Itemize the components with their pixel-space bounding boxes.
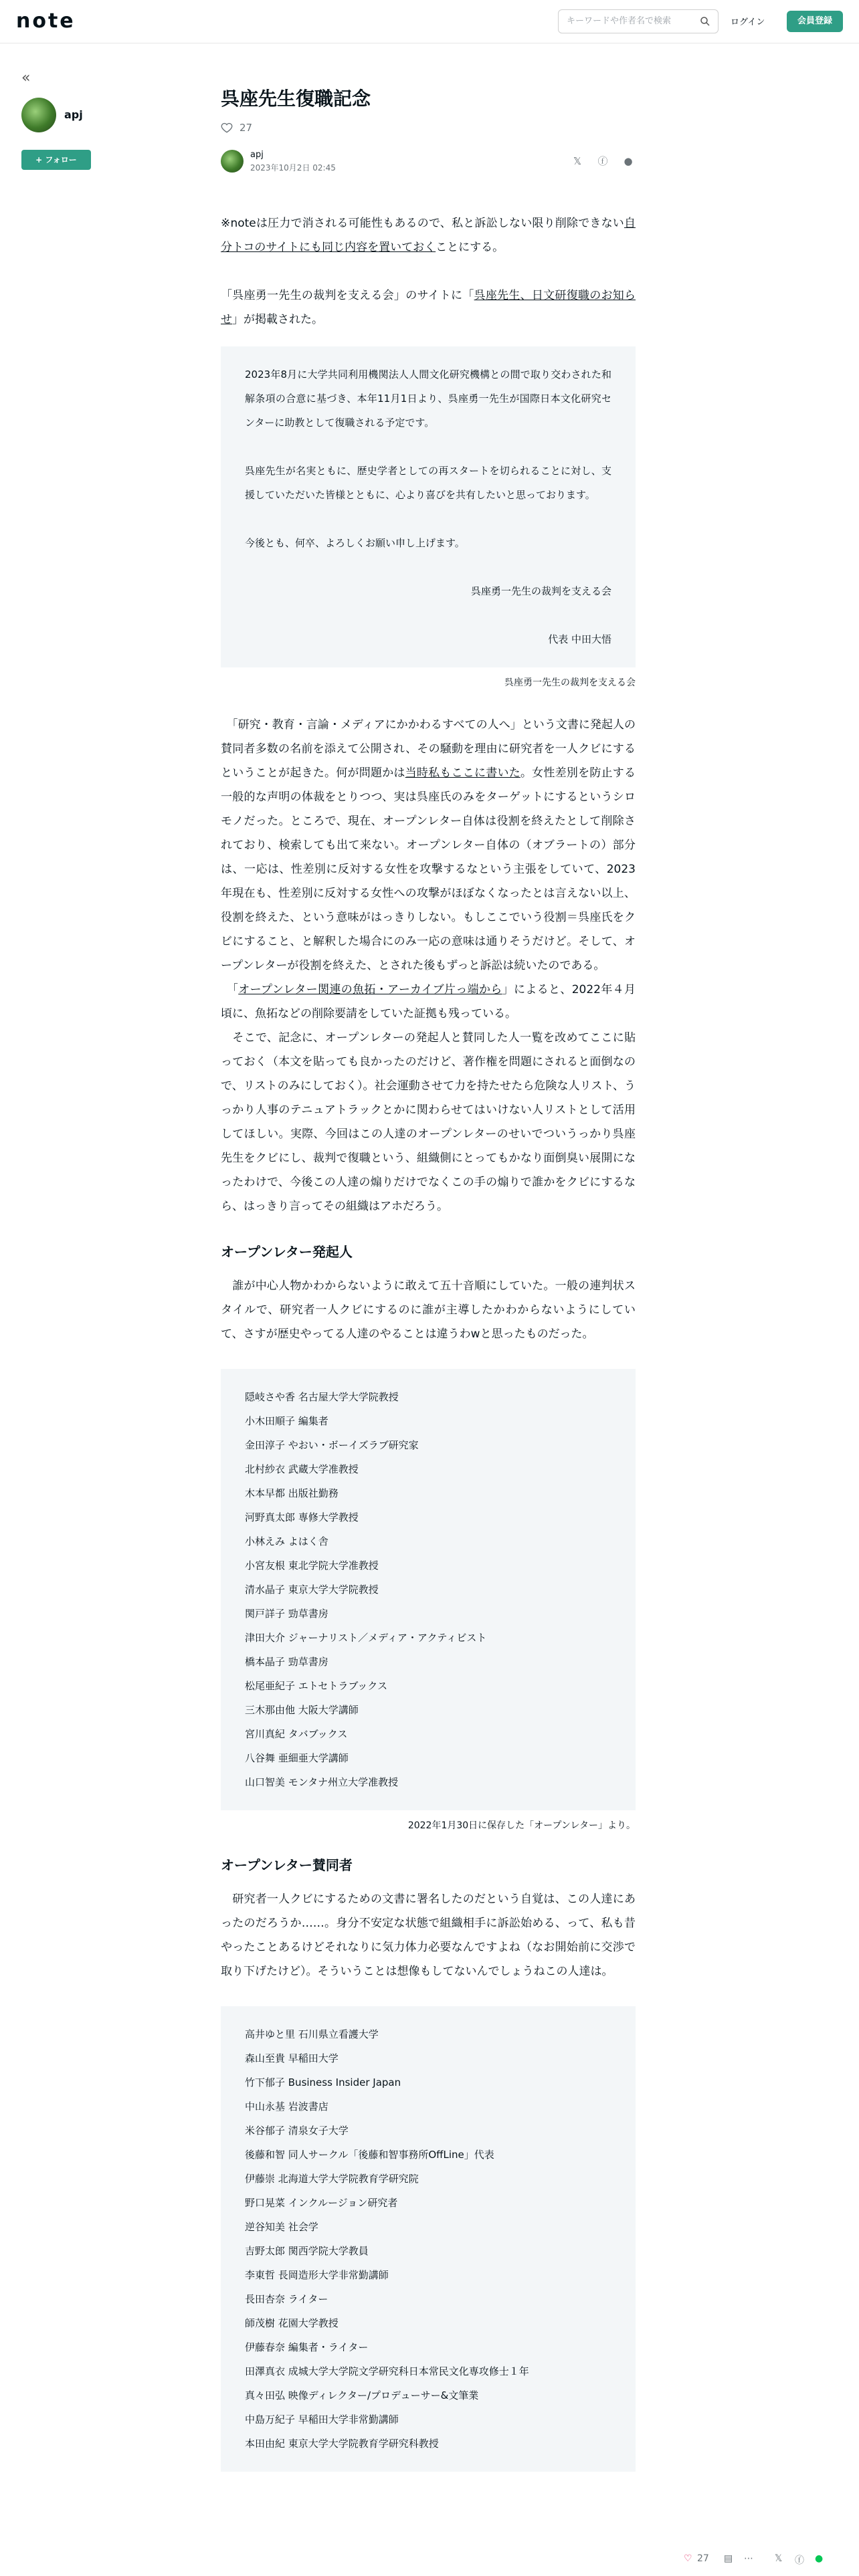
mirror-site-link[interactable]: 自分トコのサイトにも同じ内容を置いておく xyxy=(221,217,636,255)
return-notice-link[interactable]: 呉座先生、日文研復職のお知らせ xyxy=(221,289,636,327)
list-item: 後藤和智 同人サークル「後藤和智事務所OffLine」代表 xyxy=(245,2149,494,2161)
list-item: 山口智美 モンタナ州立大学准教授 xyxy=(245,1776,399,1789)
archive-link[interactable]: オープンレター関連の魚拓・アーカイブ片っ端から xyxy=(238,983,502,997)
heart-icon[interactable] xyxy=(221,122,233,134)
bottom-facebook-share-icon[interactable]: ⓕ xyxy=(795,2555,804,2566)
list-item: 関戸詳子 勁草書房 xyxy=(245,1608,328,1620)
list-item: 竹下郁子 Business Insider Japan xyxy=(245,2076,401,2089)
list-item: 北村紗衣 武蔵大学准教授 xyxy=(245,1463,359,1476)
list-item: 伊藤春奈 編集者・ライター xyxy=(245,2341,369,2354)
quote-signature-org: 呉座勇一先生の裁判を支える会 xyxy=(470,585,611,598)
quote-block xyxy=(221,346,636,667)
list-item: 師茂樹 花園大学教授 xyxy=(245,2317,339,2330)
site-header xyxy=(0,0,859,43)
list-item: 橋本晶子 勁草書房 xyxy=(245,1656,328,1669)
list-item: 中島万紀子 早稲田大学非常勤講師 xyxy=(245,2413,399,2426)
article-meta xyxy=(221,147,636,178)
intro-paragraph-2: 「呉座勇一先生の裁判を支える会」のサイトに「呉座先生、日文研復職のお知らせ」が掲載された。 xyxy=(221,289,636,327)
list-item: 田澤真衣 成城大学大学院文学研究科日本常民文化専攻修士１年 xyxy=(245,2365,529,2378)
note-logo[interactable]: note xyxy=(16,9,76,33)
bottom-line-share-icon[interactable]: ● xyxy=(815,2553,824,2564)
body-paragraph-1: 「研究・教育・言論・メディアにかかわるすべての人へ」という文書に発起人の賛同者多数の名前を添えて公開され、その騒動を理由に研究者を一人クビにするということが起きた。何が問題かは当時私もここに書いた。女性差別を防止する一般的な声明の体裁をとりつつ、実は呉座氏のみをターゲットにするというシロモノだった。ところで、現在、オープンレター自体は役割を終えたとして削除されており、検索しても出て来ない。オープンレター自体の（オブラートの）部分は、一応は、性差別に反対する女性を攻撃するなという主張をしていて、2023年現在も、性差別に反対する女性への攻撃がほぼなくなったとは言えない以上、役割を終えた、という意味がはっきりしない。もしここでいう役割＝呉座氏をクビにすること、と解釈した場合にのみ一応の意味は通りそうだけど。そして、オープンレターが役割を終えた、とされた後もずっと訴訟は続いたのである。 xyxy=(221,718,636,973)
list-item: 吉野太郎 関西学院大学教員 xyxy=(245,2245,369,2258)
list-item: 松尾亜紀子 エトセトラブックス xyxy=(245,1680,388,1693)
supporters-paragraph: 研究者一人クビにするための文書に署名したのだという自覚は、この人達にあったのだろうか……。身分不安定な状態で組織相手に訴訟始める、って、私も昔やったことあるけどそれなりに気力体力必要なんですよね（なお開始前に交渉で取り下げたけど）。そういうことは想像もしてないんでしょうねこの人達は。 xyxy=(221,1893,636,1979)
bottom-like-count[interactable]: 27 xyxy=(697,2553,709,2564)
list-item: 清水晶子 東京大学大学院教授 xyxy=(245,1584,379,1596)
list-item: 河野真太郎 専修大学教授 xyxy=(245,1511,359,1524)
founders-list xyxy=(221,1369,636,1810)
list-item: 森山至貴 早稲田大学 xyxy=(245,2052,339,2065)
more-menu-icon[interactable]: ⋯ xyxy=(744,2553,753,2564)
list-item: 米谷郁子 清泉女子大学 xyxy=(245,2125,349,2137)
author-avatar-small[interactable] xyxy=(221,150,244,173)
search-input[interactable] xyxy=(565,15,695,27)
magazine-add-icon[interactable]: ▤ xyxy=(724,2553,733,2564)
follow-button[interactable]: + フォロー xyxy=(21,150,91,170)
intro-paragraph-1: ※noteは圧力で消される可能性もあるので、私と訴訟しない限り削除できない自分トコのサイトにも同じ内容を置いておくことにする。 xyxy=(221,217,636,255)
list-item: 真々田弘 映像ディレクター/プロデューサー&文筆業 xyxy=(245,2389,479,2402)
share-buttons xyxy=(570,154,636,169)
list-item: 津田大介 ジャーナリスト／メディア・アクティビスト xyxy=(245,1632,487,1644)
meta-author-name[interactable]: apj xyxy=(250,150,264,160)
list-item: 隠岐さや香 名古屋大学大学院教授 xyxy=(245,1391,399,1404)
list-item: 金田淳子 やおい・ボーイズラブ研究家 xyxy=(245,1439,419,1452)
article-title: 呉座先生復職記念 xyxy=(221,88,371,110)
login-link[interactable]: ログイン xyxy=(731,17,765,27)
list-item: 本田由紀 東京大学大学院教育学研究科教授 xyxy=(245,2438,439,2450)
list-item: 高井ゆと里 石川県立看護大学 xyxy=(245,2028,379,2041)
list-item: 伊藤崇 北海道大学大学院教育学研究院 xyxy=(245,2173,419,2185)
list-item: 逆谷知美 社会学 xyxy=(245,2221,318,2234)
bottom-action-bar xyxy=(658,2541,859,2576)
like-count[interactable]: 27 xyxy=(240,122,253,134)
supporters-heading: オープンレター賛同者 xyxy=(221,1857,353,1874)
body-paragraph-2: 「オープンレター関連の魚拓・アーカイブ片っ端から」によると、2022年４月頃に、魚拓などの削除要請をしていた証拠も残っている。 xyxy=(221,983,636,1021)
list-item: 三木那由他 大阪大学講師 xyxy=(245,1704,359,1717)
previous-post-link[interactable]: 当時私もここに書いた xyxy=(405,766,520,780)
list-item: 小木田順子 編集者 xyxy=(245,1415,328,1428)
founders-citation: 2022年1月30日に保存した「オープンレター」より。 xyxy=(407,1820,636,1832)
search-icon[interactable] xyxy=(699,15,711,27)
list-item: 小宮友根 東北学院大学准教授 xyxy=(245,1560,379,1572)
founders-heading: オープンレター発起人 xyxy=(221,1244,353,1261)
quote-paragraph-1: 2023年8月に大学共同利用機関法人人間文化研究機構との間で取り交わされた和解条項の合意に基づき、本年11月1日より、呉座勇一先生が国際日本文化研究センターに助教として復職される予定です。 xyxy=(245,368,611,429)
list-item: 李東哲 長岡造形大学非常勤講師 xyxy=(245,2269,389,2282)
collapse-sidebar-icon[interactable]: « xyxy=(21,70,31,86)
bottom-x-share-icon[interactable]: 𝕏 xyxy=(775,2553,783,2564)
signup-button[interactable]: 会員登録 xyxy=(787,11,843,32)
quote-paragraph-3: 今後とも、何卒、よろしくお願い申し上げます。 xyxy=(245,537,465,550)
list-item: 中山永基 岩波書店 xyxy=(245,2101,328,2113)
supporters-list xyxy=(221,2006,636,2472)
author-avatar[interactable] xyxy=(21,98,56,132)
facebook-share-icon[interactable]: ⓕ xyxy=(597,155,608,168)
quote-citation: 呉座勇一先生の裁判を支える会 xyxy=(504,677,636,689)
bottom-heart-icon[interactable]: ♡ xyxy=(684,2553,692,2564)
search-box[interactable] xyxy=(558,9,719,33)
list-item: 木本早都 出版社勤務 xyxy=(245,1487,339,1500)
quote-paragraph-2: 呉座先生が名実ともに、歴史学者としての再スタートを切られることに対し、支援していただいた皆様とともに、心より喜びを共有したいと思っております。 xyxy=(245,465,611,502)
sidebar-author-name[interactable]: apj xyxy=(64,108,83,121)
like-area xyxy=(221,118,636,138)
list-item: 野口晃菜 インクルージョン研究者 xyxy=(245,2197,398,2210)
publish-date: 2023年10月2日 02:45 xyxy=(250,163,336,173)
x-share-icon[interactable]: 𝕏 xyxy=(573,155,582,168)
list-item: 小林えみ よはく舎 xyxy=(245,1535,328,1548)
list-item: 長田杏奈 ライター xyxy=(245,2293,328,2306)
founders-paragraph: 誰が中心人物かわからないように敢えて五十音順にしていた。一般の連判状スタイルで、研究者一人クビにするのに誰が主導したかわからないようにしていて、さすが歴史やってる人達のやることは違うわwと思ったものだった。 xyxy=(221,1279,636,1341)
line-share-icon[interactable]: ● xyxy=(624,155,633,168)
list-item: 宮川真紀 タバブックス xyxy=(245,1728,348,1741)
article xyxy=(221,87,636,2472)
body-paragraph-3: そこで、記念に、オープンレターの発起人と賛同した人一覧を改めてここに貼っておく（本文を貼っても良かったのだけど、著作権を問題にされると面倒なので、リストのみにしておく）。社会運動させて力を持たせたら危険な人リスト、うっかり人事のテニュアトラックとかに関わらせてはいけない人リストとして活用してほしい。実際、今回はこの人達のオープンレターのせいでついうっかり呉座先生をクビにし、裁判で復職という、組織側にとってもかなり面倒臭い展開になったわけで、今後この人達の煽りだけでなくこの手の煽りで誰かをクビにするなら、はっきり言ってその組織はアホだろう。 xyxy=(221,1031,636,1214)
quote-signature-rep: 代表 中田大悟 xyxy=(548,633,611,646)
list-item: 八谷舞 亜細亜大学講師 xyxy=(245,1752,349,1765)
